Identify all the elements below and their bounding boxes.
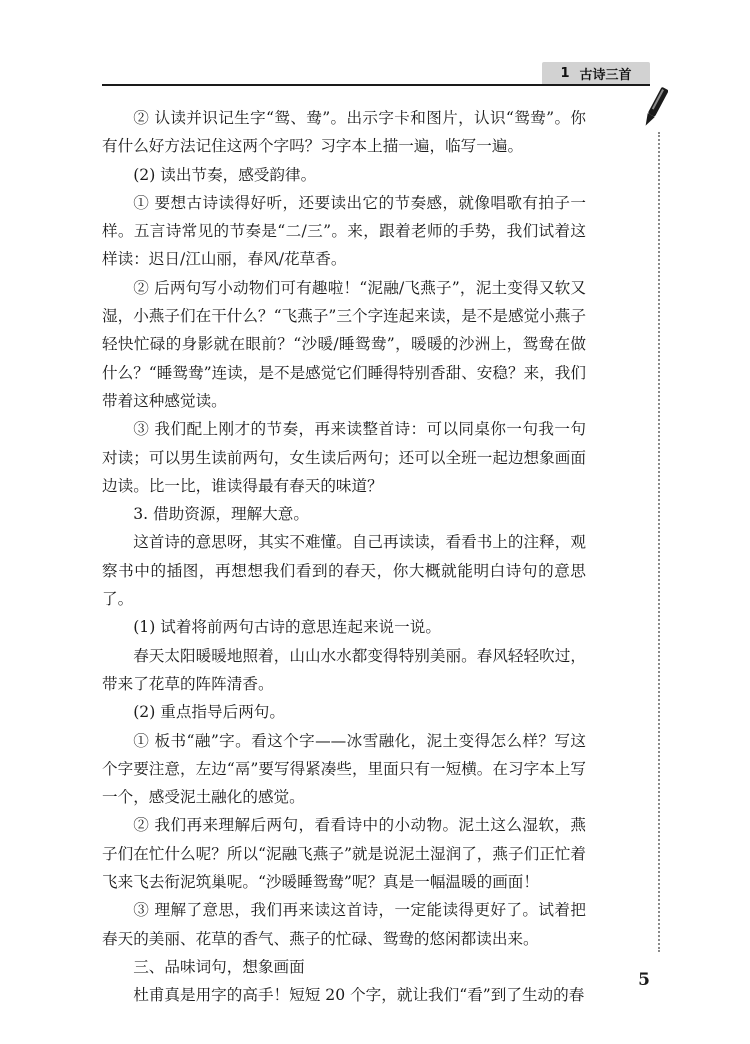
- lesson-number: 1: [560, 65, 570, 81]
- lesson-header: [542, 62, 650, 84]
- paragraph: 杜甫真是用字的高手！短短 20 个字，就让我们“看”到了生动的春: [133, 986, 585, 1005]
- paragraph: 春天太阳暖暖地照着，山山水水都变得特别美丽。春风轻轻吹过，带来了花草的阵阵清香。: [102, 646, 586, 693]
- paragraph: ② 我们再来理解后两句，看看诗中的小动物。泥土这么湿软，燕子们在忙什么呢？所以“泥融飞燕子”就是说泥土湿润了，燕子们正忙着飞来飞去衔泥筑巢呢。“沙暖睡鸳鸯”呢？真是一幅温暖的画面！: [102, 816, 586, 892]
- margin-dotted-line: [658, 132, 660, 952]
- lesson-title: 古诗三首: [579, 67, 632, 83]
- paragraph: (1) 试着将前两句古诗的意思连起来说一说。: [133, 618, 441, 637]
- paragraph: ② 后两句写小动物们可有趣啦！“泥融/飞燕子”，泥土变得又软又湿，小燕子们在干什么？“飞燕子”三个字连起来读，是不是感觉小燕子轻快忙碌的身影就在眼前？“沙暖/睡鸳鸯”，暖暖的沙洲上，鸳鸯在做什么？“睡鸳鸯”连读，是不是感觉它们睡得特别香甜、安稳？来，我们带着这种感觉读。: [102, 278, 586, 410]
- paragraph: ① 要想古诗读得好听，还要读出它的节奏感，就像唱歌有拍子一样。五言诗常见的节奏是“二/三”。来，跟着老师的手势，我们试着这样读：迟日/江山丽，春风/花草香。: [102, 193, 586, 269]
- paragraph: (2) 读出节奏，感受韵律。: [133, 165, 317, 184]
- paragraph: ③ 理解了意思，我们再来读这首诗，一定能读得更好了。试着把春天的美丽、花草的香气、燕子的忙碌、鸳鸯的悠闲都读出来。: [102, 901, 586, 948]
- pen-icon: [642, 86, 668, 130]
- paragraph: (2) 重点指导后两句。: [133, 703, 285, 722]
- paragraph: 3. 借助资源，理解大意。: [133, 505, 309, 524]
- header-rule: [102, 84, 650, 86]
- section-heading: 三、品味词句，想象画面: [133, 957, 305, 976]
- page-number: 5: [638, 970, 650, 990]
- body-text: [102, 104, 586, 1010]
- paragraph: ① 板书“融”字。看这个字——冰雪融化，泥土变得怎么样？写这个字要注意，左边“鬲”要写得紧凑些，里面只有一短横。在习字本上写一个，感受泥土融化的感觉。: [102, 731, 586, 807]
- paragraph: 这首诗的意思呀，其实不难懂。自己再读读，看看书上的注释，观察书中的插图，再想想我们看到的春天，你大概就能明白诗句的意思了。: [102, 533, 586, 609]
- paragraph: ② 认读并识记生字“鸳、鸯”。出示字卡和图片，认识“鸳鸯”。你有什么好方法记住这两个字吗？习字本上描一遍，临写一遍。: [102, 109, 586, 156]
- paragraph: ③ 我们配上刚才的节奏，再来读整首诗：可以同桌你一句我一句对读；可以男生读前两句，女生读后两句；还可以全班一起边想象画面边读。比一比，谁读得最有春天的味道？: [102, 420, 586, 495]
